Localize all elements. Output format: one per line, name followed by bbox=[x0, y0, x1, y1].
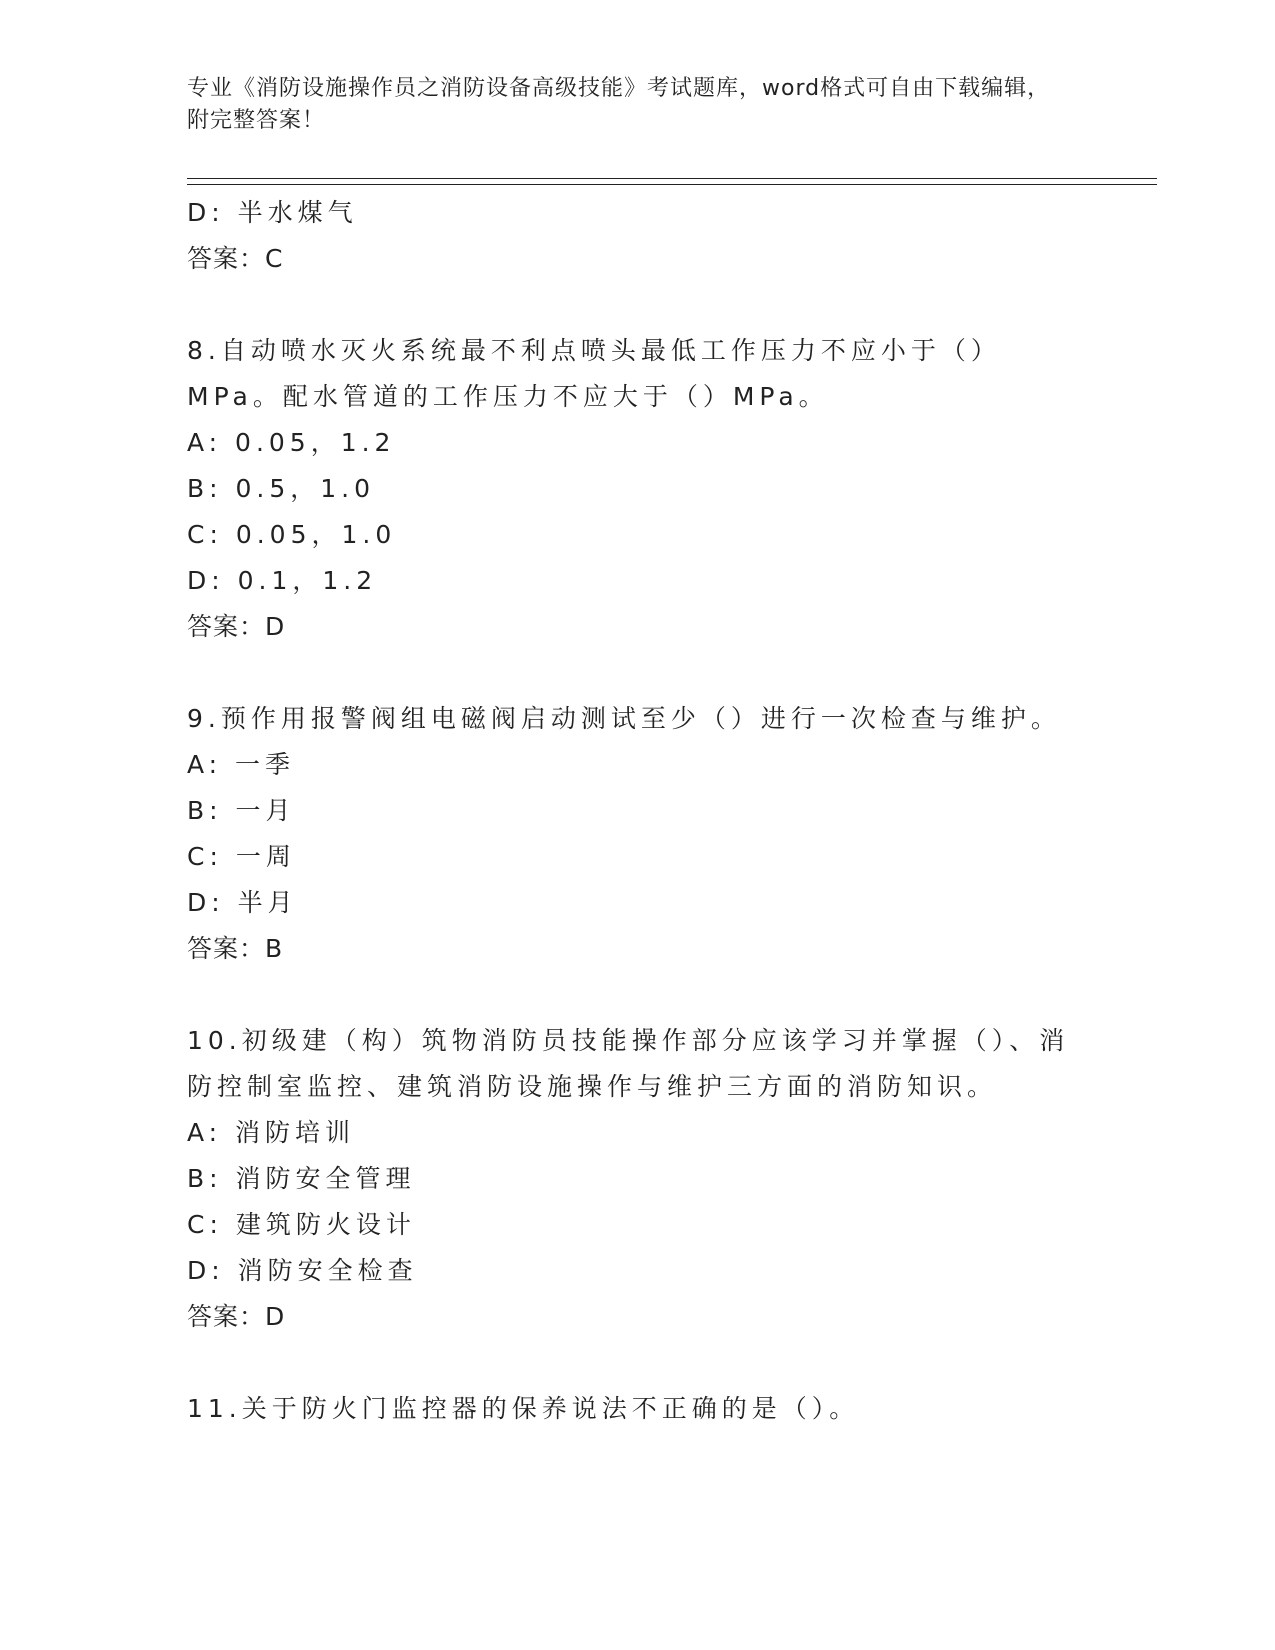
header-divider-bottom bbox=[187, 184, 1157, 185]
spacer bbox=[187, 1340, 1087, 1386]
option-b: B: 消防安全管理 bbox=[187, 1164, 416, 1193]
option-d: D: 0.1，1.2 bbox=[187, 566, 378, 595]
option-b: B: 0.5，1.0 bbox=[187, 474, 376, 503]
spacer bbox=[187, 650, 1087, 696]
prev-option-d: D: 半水煤气 bbox=[187, 198, 358, 227]
question-stem: 9.预作用报警阀组电磁阀启动测试至少（）进行一次检查与维护。 bbox=[187, 704, 1061, 733]
prev-answer: 答案：C bbox=[187, 244, 284, 273]
option-d: D: 半月 bbox=[187, 888, 298, 917]
question-11 bbox=[187, 1386, 1087, 1432]
option-b: B: 一月 bbox=[187, 796, 296, 825]
option-a: A: 消防培训 bbox=[187, 1118, 356, 1147]
question-stem: 11.关于防火门监控器的保养说法不正确的是（）。 bbox=[187, 1394, 860, 1423]
question-stem: 8.自动喷水灭火系统最不利点喷头最低工作压力不应小于（）MPa。配水管道的工作压力不应大于（）MPa。 bbox=[187, 336, 1001, 411]
question-list bbox=[187, 190, 1087, 1432]
answer: 答案：B bbox=[187, 934, 284, 963]
answer: 答案：D bbox=[187, 612, 286, 641]
question-8 bbox=[187, 328, 1087, 650]
option-d: D: 消防安全检查 bbox=[187, 1256, 418, 1285]
option-a: A: 一季 bbox=[187, 750, 296, 779]
option-c: C: 建筑防火设计 bbox=[187, 1210, 416, 1239]
spacer bbox=[187, 972, 1087, 1018]
question-9 bbox=[187, 696, 1087, 972]
question-stem: 10.初级建（构）筑物消防员技能操作部分应该学习并掌握（）、消防控制室监控、建筑消防设施操作与维护三方面的消防知识。 bbox=[187, 1026, 1070, 1101]
option-a: A: 0.05，1.2 bbox=[187, 428, 396, 457]
spacer bbox=[187, 282, 1087, 328]
question-10 bbox=[187, 1018, 1087, 1340]
option-c: C: 一周 bbox=[187, 842, 296, 871]
header-divider-top bbox=[187, 178, 1157, 179]
option-c: C: 0.05，1.0 bbox=[187, 520, 397, 549]
answer: 答案：D bbox=[187, 1302, 286, 1331]
document-intro: 专业《消防设施操作员之消防设备高级技能》考试题库，word格式可自由下载编辑，附完整答案！ bbox=[187, 76, 1051, 133]
